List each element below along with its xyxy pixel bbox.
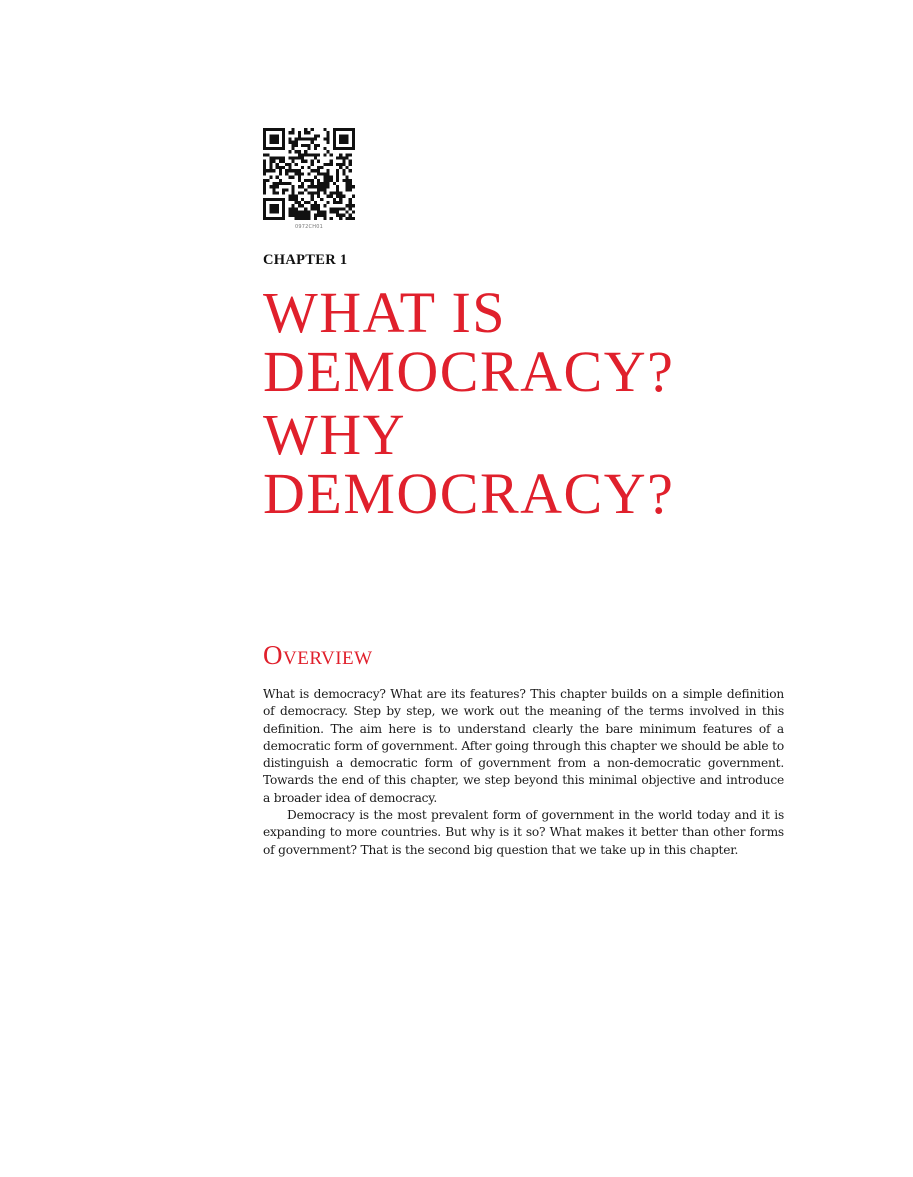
chapter-title-line-2: DEMOCRACY?: [263, 339, 675, 404]
overview-heading: Overview: [263, 640, 373, 670]
chapter-title-line-1: WHAT IS: [263, 280, 507, 345]
chapter-title-line-4: DEMOCRACY?: [263, 461, 675, 526]
chapter-title-line-3: WHY: [263, 402, 407, 467]
qr-code-label: 0972CH01: [295, 224, 323, 230]
overview-paragraph-2: Democracy is the most prevalent form of government in the world today and it is expanding to more countries. But why is it so? What makes it better than other forms of government? That is the second big question that we take up in this chapter.: [263, 808, 784, 857]
chapter-title: [263, 280, 675, 526]
qr-code-icon: [263, 128, 355, 220]
qr-code: [263, 128, 355, 230]
overview-paragraph-1: What is democracy? What are its features? This chapter builds on a simple definition of democracy. Step by step, we work out the meaning of the terms involved in this definition. The aim here is to understand clearly the bare minimum features of a democratic form of government. After going through this chapter we should be able to distinguish a democratic form of government from a non-democratic government. Towards the end of this chapter, we step beyond this minimal objective and introduce a broader idea of democracy.: [263, 687, 784, 805]
chapter-label: CHAPTER 1: [263, 252, 348, 268]
overview-body: [263, 686, 784, 859]
